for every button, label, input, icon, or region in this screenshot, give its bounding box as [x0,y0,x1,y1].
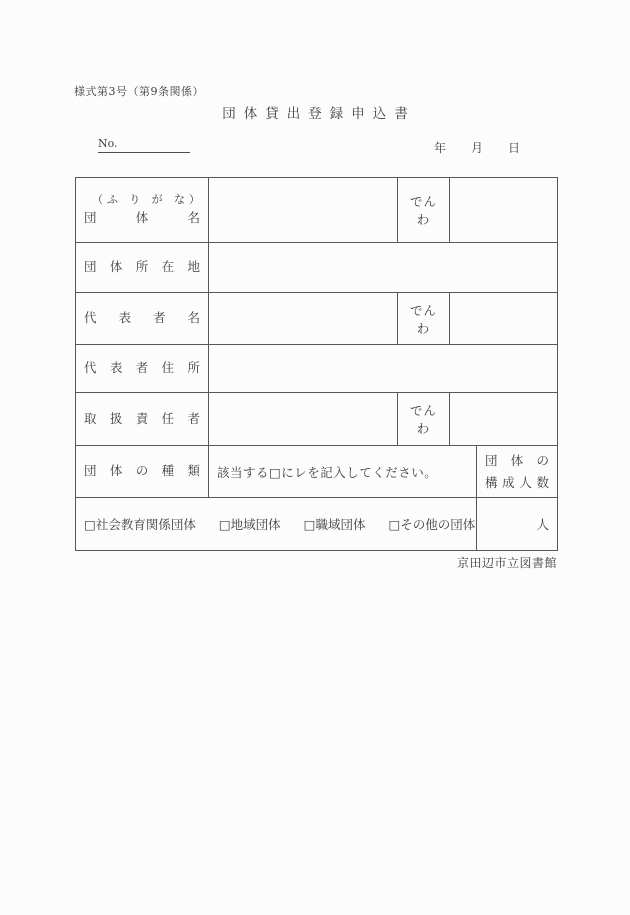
representative-phone-label: でんわ [398,293,450,345]
library-name: 京田辺市立図書館 [456,556,557,570]
option-workplace-group [304,515,366,533]
group-type-options [84,515,476,533]
representative-address-label-cell [76,345,209,393]
group-name-input-cell[interactable] [209,178,398,243]
day-label: 日 [508,141,521,155]
representative-name-input-cell[interactable] [209,293,398,345]
members-unit-label: 人 [536,517,549,532]
group-name-label-cell [76,178,209,243]
representative-address-input-cell[interactable] [209,345,558,393]
handling-manager-phone-label: でんわ [398,393,450,446]
furigana-label: （ふ り が な） [92,193,200,207]
representative-name-label: 代 表 者 名 [84,310,200,326]
option-regional-group [219,515,281,533]
table-row-group-address [76,243,558,293]
representative-address-label: 代 表 者 住 所 [84,360,200,376]
table-row-group-type-options [76,498,558,551]
handling-manager-label: 取 扱 責 任 者 [84,410,200,426]
group-phone-label: でんわ [398,178,450,243]
handling-manager-input-cell[interactable] [209,393,398,446]
handling-manager-label-cell [76,393,209,446]
group-type-instruction: 該当する□にレを記入してください。 [209,446,477,498]
representative-name-label-cell [76,293,209,345]
option-social-education-group [84,515,196,533]
page-title: 団体貸出登録申込書 [222,106,416,122]
application-table [75,177,558,551]
date-fields [434,139,520,156]
handling-manager-phone-input-cell[interactable] [450,393,558,446]
group-address-input-cell[interactable] [209,243,558,293]
members-count-input-cell[interactable] [477,498,558,551]
table-row-representative-name [76,293,558,345]
no-field[interactable] [98,137,190,153]
option-label: 地域団体 [230,517,281,532]
table-row-handling-manager [76,393,558,446]
group-type-options-cell [76,498,477,551]
option-label: 社会教育関係団体 [95,517,196,532]
group-name-label: 団 体 名 [84,209,200,225]
form-number: 様式第3号（第9条関係） [74,85,204,98]
table-row-representative-address [76,345,558,393]
group-address-label: 団 体 所 在 地 [84,259,200,275]
members-count-header-cell [477,446,558,498]
members-count-header-line1: 団 体 の [485,453,549,469]
table-row-group-type [76,446,558,498]
option-label: その他の団体 [400,517,476,532]
checkbox-icon[interactable]: □ [218,516,231,532]
members-count-header-line2: 構 成 人 数 [485,474,549,490]
checkbox-icon[interactable]: □ [84,516,96,532]
representative-phone-input-cell[interactable] [450,293,558,345]
checkbox-icon[interactable]: □ [388,516,401,532]
checkbox-icon[interactable]: □ [303,516,316,532]
group-address-label-cell [76,243,209,293]
group-phone-input-cell[interactable] [450,178,558,243]
option-label: 職域団体 [315,517,366,532]
table-row-group-name [76,178,558,243]
option-other-group [388,515,475,533]
year-label: 年 [434,141,447,155]
month-label: 月 [471,141,484,155]
group-type-label-cell [76,446,209,498]
group-type-label: 団 体 の 種 類 [84,463,200,479]
no-label: No. [98,137,118,150]
